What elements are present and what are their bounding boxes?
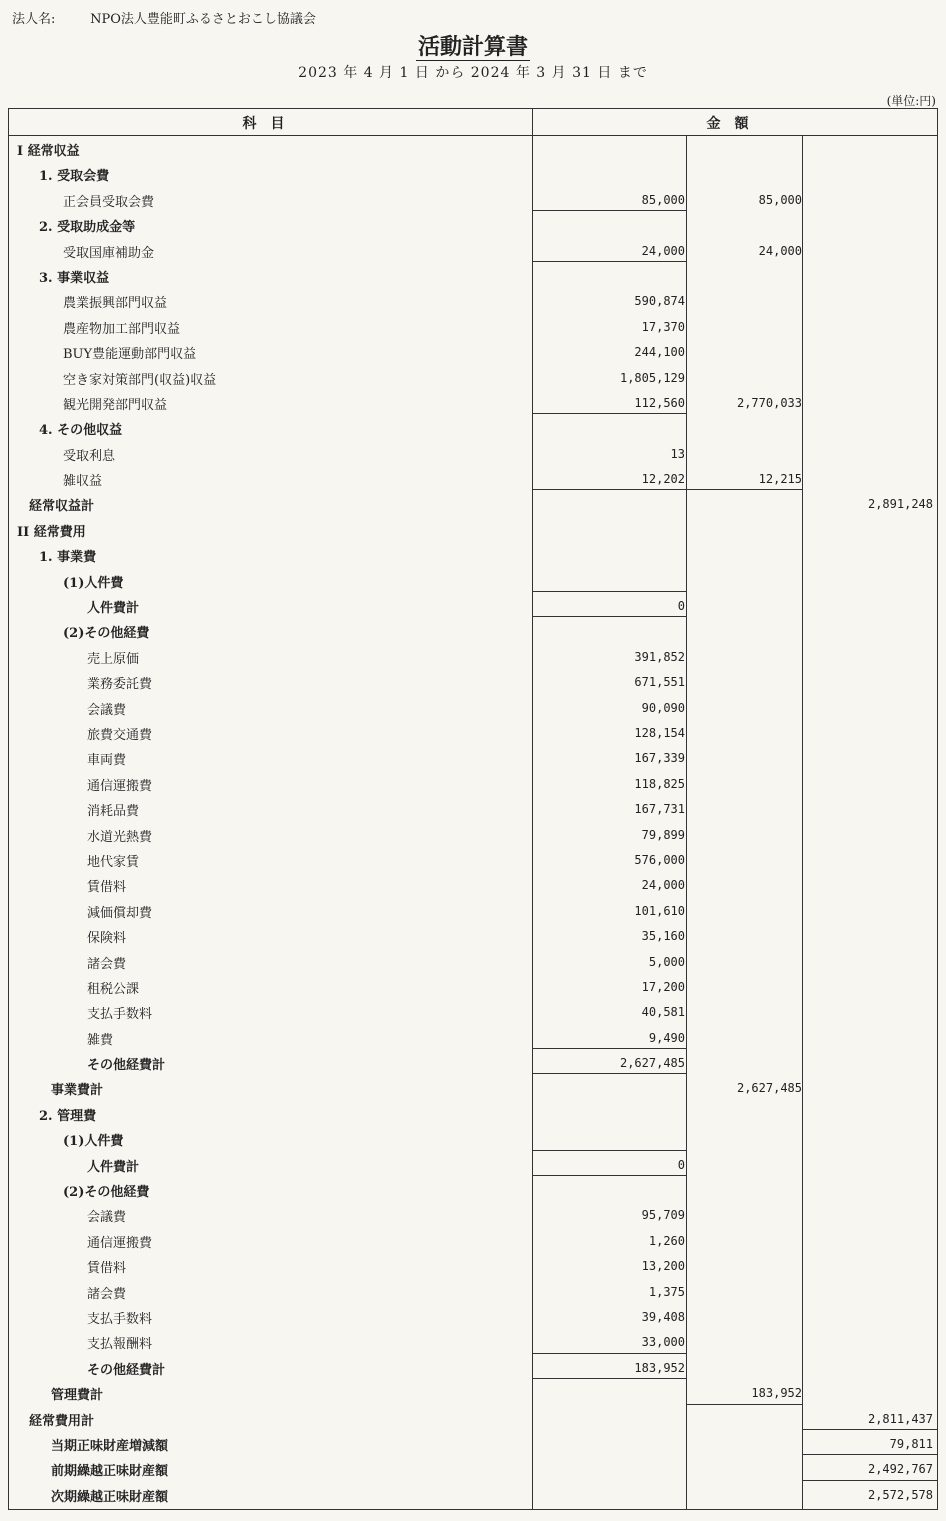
row-label: 雑収益 xyxy=(63,474,103,490)
amount-c1: 40,581 xyxy=(641,1005,685,1020)
unit-label: (単位:円) xyxy=(886,94,936,108)
row-label: 農産物加工部門収益 xyxy=(63,321,181,337)
amount-c1: 39,408 xyxy=(641,1309,685,1324)
table-row xyxy=(9,846,937,871)
amount-c1: 167,339 xyxy=(634,751,685,766)
table-row xyxy=(9,490,937,515)
amount-c1: 1,375 xyxy=(648,1284,685,1299)
row-label: 賃借料 xyxy=(87,880,127,896)
amount-c1: 12,202 xyxy=(641,472,685,487)
row-label: 3. 事業収益 xyxy=(39,270,110,286)
row-label: 事業費計 xyxy=(51,1083,104,1099)
amount-c1: 183,952 xyxy=(634,1360,685,1375)
table-row xyxy=(9,414,937,439)
table-row xyxy=(9,973,937,998)
row-label: 会議費 xyxy=(87,702,127,718)
row-label: 1. 受取会費 xyxy=(39,169,110,185)
table-row xyxy=(9,617,937,642)
row-label: 地代家賃 xyxy=(87,854,140,870)
table-row xyxy=(9,795,937,820)
row-label: 受取利息 xyxy=(63,448,116,464)
amount-c1: 101,610 xyxy=(634,903,685,918)
row-label: 支払手数料 xyxy=(87,1311,153,1327)
row-label: 消耗品費 xyxy=(87,804,140,820)
table-row xyxy=(9,1430,937,1455)
amount-c2: 12,215 xyxy=(758,472,802,487)
row-label: 業務委託費 xyxy=(87,677,153,693)
organization-line xyxy=(12,8,316,27)
org-name: NPO法人豊能町ふるさとおこし協議会 xyxy=(90,12,316,27)
amount-c1: 1,805,129 xyxy=(619,370,685,385)
row-label: I 経常収益 xyxy=(17,144,80,159)
row-label: 受取国庫補助金 xyxy=(63,245,155,261)
amount-c1: 79,899 xyxy=(641,827,685,842)
table-row xyxy=(9,1354,937,1379)
table-header xyxy=(9,109,937,136)
table-row xyxy=(9,592,937,617)
amount-c1: 24,000 xyxy=(641,878,685,893)
amount-c1: 35,160 xyxy=(641,929,685,944)
table-row xyxy=(9,1151,937,1176)
row-label: 人件費計 xyxy=(87,601,140,617)
amount-c1: 95,709 xyxy=(641,1208,685,1223)
row-label: 人件費計 xyxy=(87,1159,140,1175)
row-label: 経常費用計 xyxy=(29,1413,95,1429)
amount-c1: 244,100 xyxy=(634,345,685,360)
table-row xyxy=(9,1328,937,1353)
row-label: 2. 受取助成金等 xyxy=(39,220,136,236)
amount-c1: 671,551 xyxy=(634,675,685,690)
amount-c2: 24,000 xyxy=(758,243,802,258)
row-label: 減価償却費 xyxy=(87,905,153,921)
row-label: 正会員受取会費 xyxy=(63,194,155,210)
table-row xyxy=(9,313,937,338)
amount-c1: 13,200 xyxy=(641,1259,685,1274)
row-label: 売上原価 xyxy=(87,651,140,667)
table-row xyxy=(9,389,937,414)
row-label: 観光開発部門収益 xyxy=(63,397,168,413)
table-row xyxy=(9,567,937,592)
table-row xyxy=(9,871,937,896)
table-row xyxy=(9,1176,937,1201)
table-row xyxy=(9,287,937,312)
table-row xyxy=(9,541,937,566)
amount-c1: 118,825 xyxy=(634,776,685,791)
amount-c1: 2,627,485 xyxy=(619,1056,685,1071)
table-row xyxy=(9,1278,937,1303)
statement-table xyxy=(8,108,938,1510)
table-row xyxy=(9,1455,937,1480)
row-label: 4. その他収益 xyxy=(39,423,123,439)
amount-c3: 79,811 xyxy=(889,1436,933,1451)
table-row xyxy=(9,1100,937,1125)
table-row xyxy=(9,1227,937,1252)
table-row xyxy=(9,770,937,795)
table-row xyxy=(9,135,937,160)
amount-c3: 2,811,437 xyxy=(867,1411,933,1426)
row-label: (2)その他経費 xyxy=(63,1185,150,1201)
row-label: 支払報酬料 xyxy=(87,1337,153,1353)
row-label: 諸会費 xyxy=(87,956,127,972)
row-label: (2)その他経費 xyxy=(63,626,150,642)
row-label: その他経費計 xyxy=(87,1058,166,1074)
row-label: 空き家対策部門(収益)収益 xyxy=(63,372,217,388)
table-row xyxy=(9,719,937,744)
amount-c1: 112,560 xyxy=(634,395,685,410)
table-row xyxy=(9,1049,937,1074)
row-label: 賃借料 xyxy=(87,1261,127,1277)
table-row xyxy=(9,1074,937,1099)
amount-c1: 17,200 xyxy=(641,979,685,994)
row-label: BUY豊能運動部門収益 xyxy=(63,347,197,363)
row-label: 保険料 xyxy=(87,931,127,947)
table-row xyxy=(9,1024,937,1049)
table-row xyxy=(9,948,937,973)
amount-c1: 13 xyxy=(670,446,685,461)
row-label: 経常収益計 xyxy=(29,499,95,515)
table-row xyxy=(9,1252,937,1277)
amount-c1: 576,000 xyxy=(634,852,685,867)
row-label: 車両費 xyxy=(87,753,127,769)
table-row xyxy=(9,998,937,1023)
table-row xyxy=(9,516,937,541)
document-title: 活動計算書 xyxy=(417,34,528,60)
row-label: 雑費 xyxy=(87,1032,114,1048)
amount-c2: 2,770,033 xyxy=(736,395,802,410)
amount-c3: 2,891,248 xyxy=(867,497,933,512)
table-row xyxy=(9,160,937,185)
amount-c1: 9,490 xyxy=(648,1030,685,1045)
fiscal-period: 2023 年 4 月 1 日 から 2024 年 3 月 31 日 まで xyxy=(298,65,648,81)
amount-c3: 2,572,578 xyxy=(867,1487,933,1502)
statement-rows xyxy=(9,135,937,1506)
table-row xyxy=(9,338,937,363)
table-row xyxy=(9,643,937,668)
row-label: 会議費 xyxy=(87,1210,127,1226)
table-row xyxy=(9,744,937,769)
amount-c1: 167,731 xyxy=(634,802,685,817)
amount-c1: 33,000 xyxy=(641,1335,685,1350)
row-label: 次期繰越正味財産額 xyxy=(51,1489,169,1505)
row-label: 通信運搬費 xyxy=(87,1235,153,1251)
table-row xyxy=(9,364,937,389)
table-row xyxy=(9,237,937,262)
row-label: その他経費計 xyxy=(87,1362,166,1378)
amount-c3: 2,492,767 xyxy=(867,1462,933,1477)
row-label: 支払手数料 xyxy=(87,1007,153,1023)
row-label: 水道光熱費 xyxy=(87,829,153,845)
table-row xyxy=(9,186,937,211)
amount-c1: 0 xyxy=(677,1157,685,1172)
amount-c1: 590,874 xyxy=(634,294,685,309)
row-label: 通信運搬費 xyxy=(87,778,153,794)
row-label: (1)人件費 xyxy=(63,1134,124,1150)
amount-c1: 24,000 xyxy=(641,243,685,258)
row-label: II 経常費用 xyxy=(17,524,86,540)
row-label: 前期繰越正味財産額 xyxy=(51,1464,169,1480)
org-label: 法人名: xyxy=(12,12,56,27)
amount-c1: 0 xyxy=(677,599,685,614)
table-row xyxy=(9,821,937,846)
row-label: 農業振興部門収益 xyxy=(63,296,168,312)
table-row xyxy=(9,897,937,922)
amount-c1: 90,090 xyxy=(641,700,685,715)
amount-c1: 391,852 xyxy=(634,649,685,664)
table-row xyxy=(9,1201,937,1226)
table-row xyxy=(9,1379,937,1404)
row-label: 2. 管理費 xyxy=(39,1108,97,1124)
table-row xyxy=(9,1481,937,1506)
table-row xyxy=(9,922,937,947)
amount-column-header: 金額 xyxy=(706,116,763,132)
row-label: 1. 事業費 xyxy=(39,550,97,566)
table-row xyxy=(9,440,937,465)
table-row xyxy=(9,262,937,287)
table-row xyxy=(9,1303,937,1328)
table-row xyxy=(9,668,937,693)
table-row xyxy=(9,465,937,490)
row-label: 旅費交通費 xyxy=(87,727,153,743)
row-label: 当期正味財産増減額 xyxy=(51,1438,169,1454)
row-label: 諸会費 xyxy=(87,1286,127,1302)
amount-c2: 2,627,485 xyxy=(736,1081,802,1096)
table-row xyxy=(9,694,937,719)
amount-c1: 17,370 xyxy=(641,319,685,334)
subject-column-header: 科目 xyxy=(242,116,299,132)
row-label: 租税公課 xyxy=(87,981,140,997)
row-label: (1)人件費 xyxy=(63,575,124,591)
row-label: 管理費計 xyxy=(51,1388,104,1404)
table-row xyxy=(9,1125,937,1150)
amount-c2: 85,000 xyxy=(758,192,802,207)
amount-c1: 128,154 xyxy=(634,725,685,740)
table-row xyxy=(9,1405,937,1430)
amount-c1: 1,260 xyxy=(648,1233,685,1248)
table-row xyxy=(9,211,937,236)
amount-c1: 5,000 xyxy=(648,954,685,969)
amount-c2: 183,952 xyxy=(751,1386,802,1401)
amount-c1: 85,000 xyxy=(641,192,685,207)
